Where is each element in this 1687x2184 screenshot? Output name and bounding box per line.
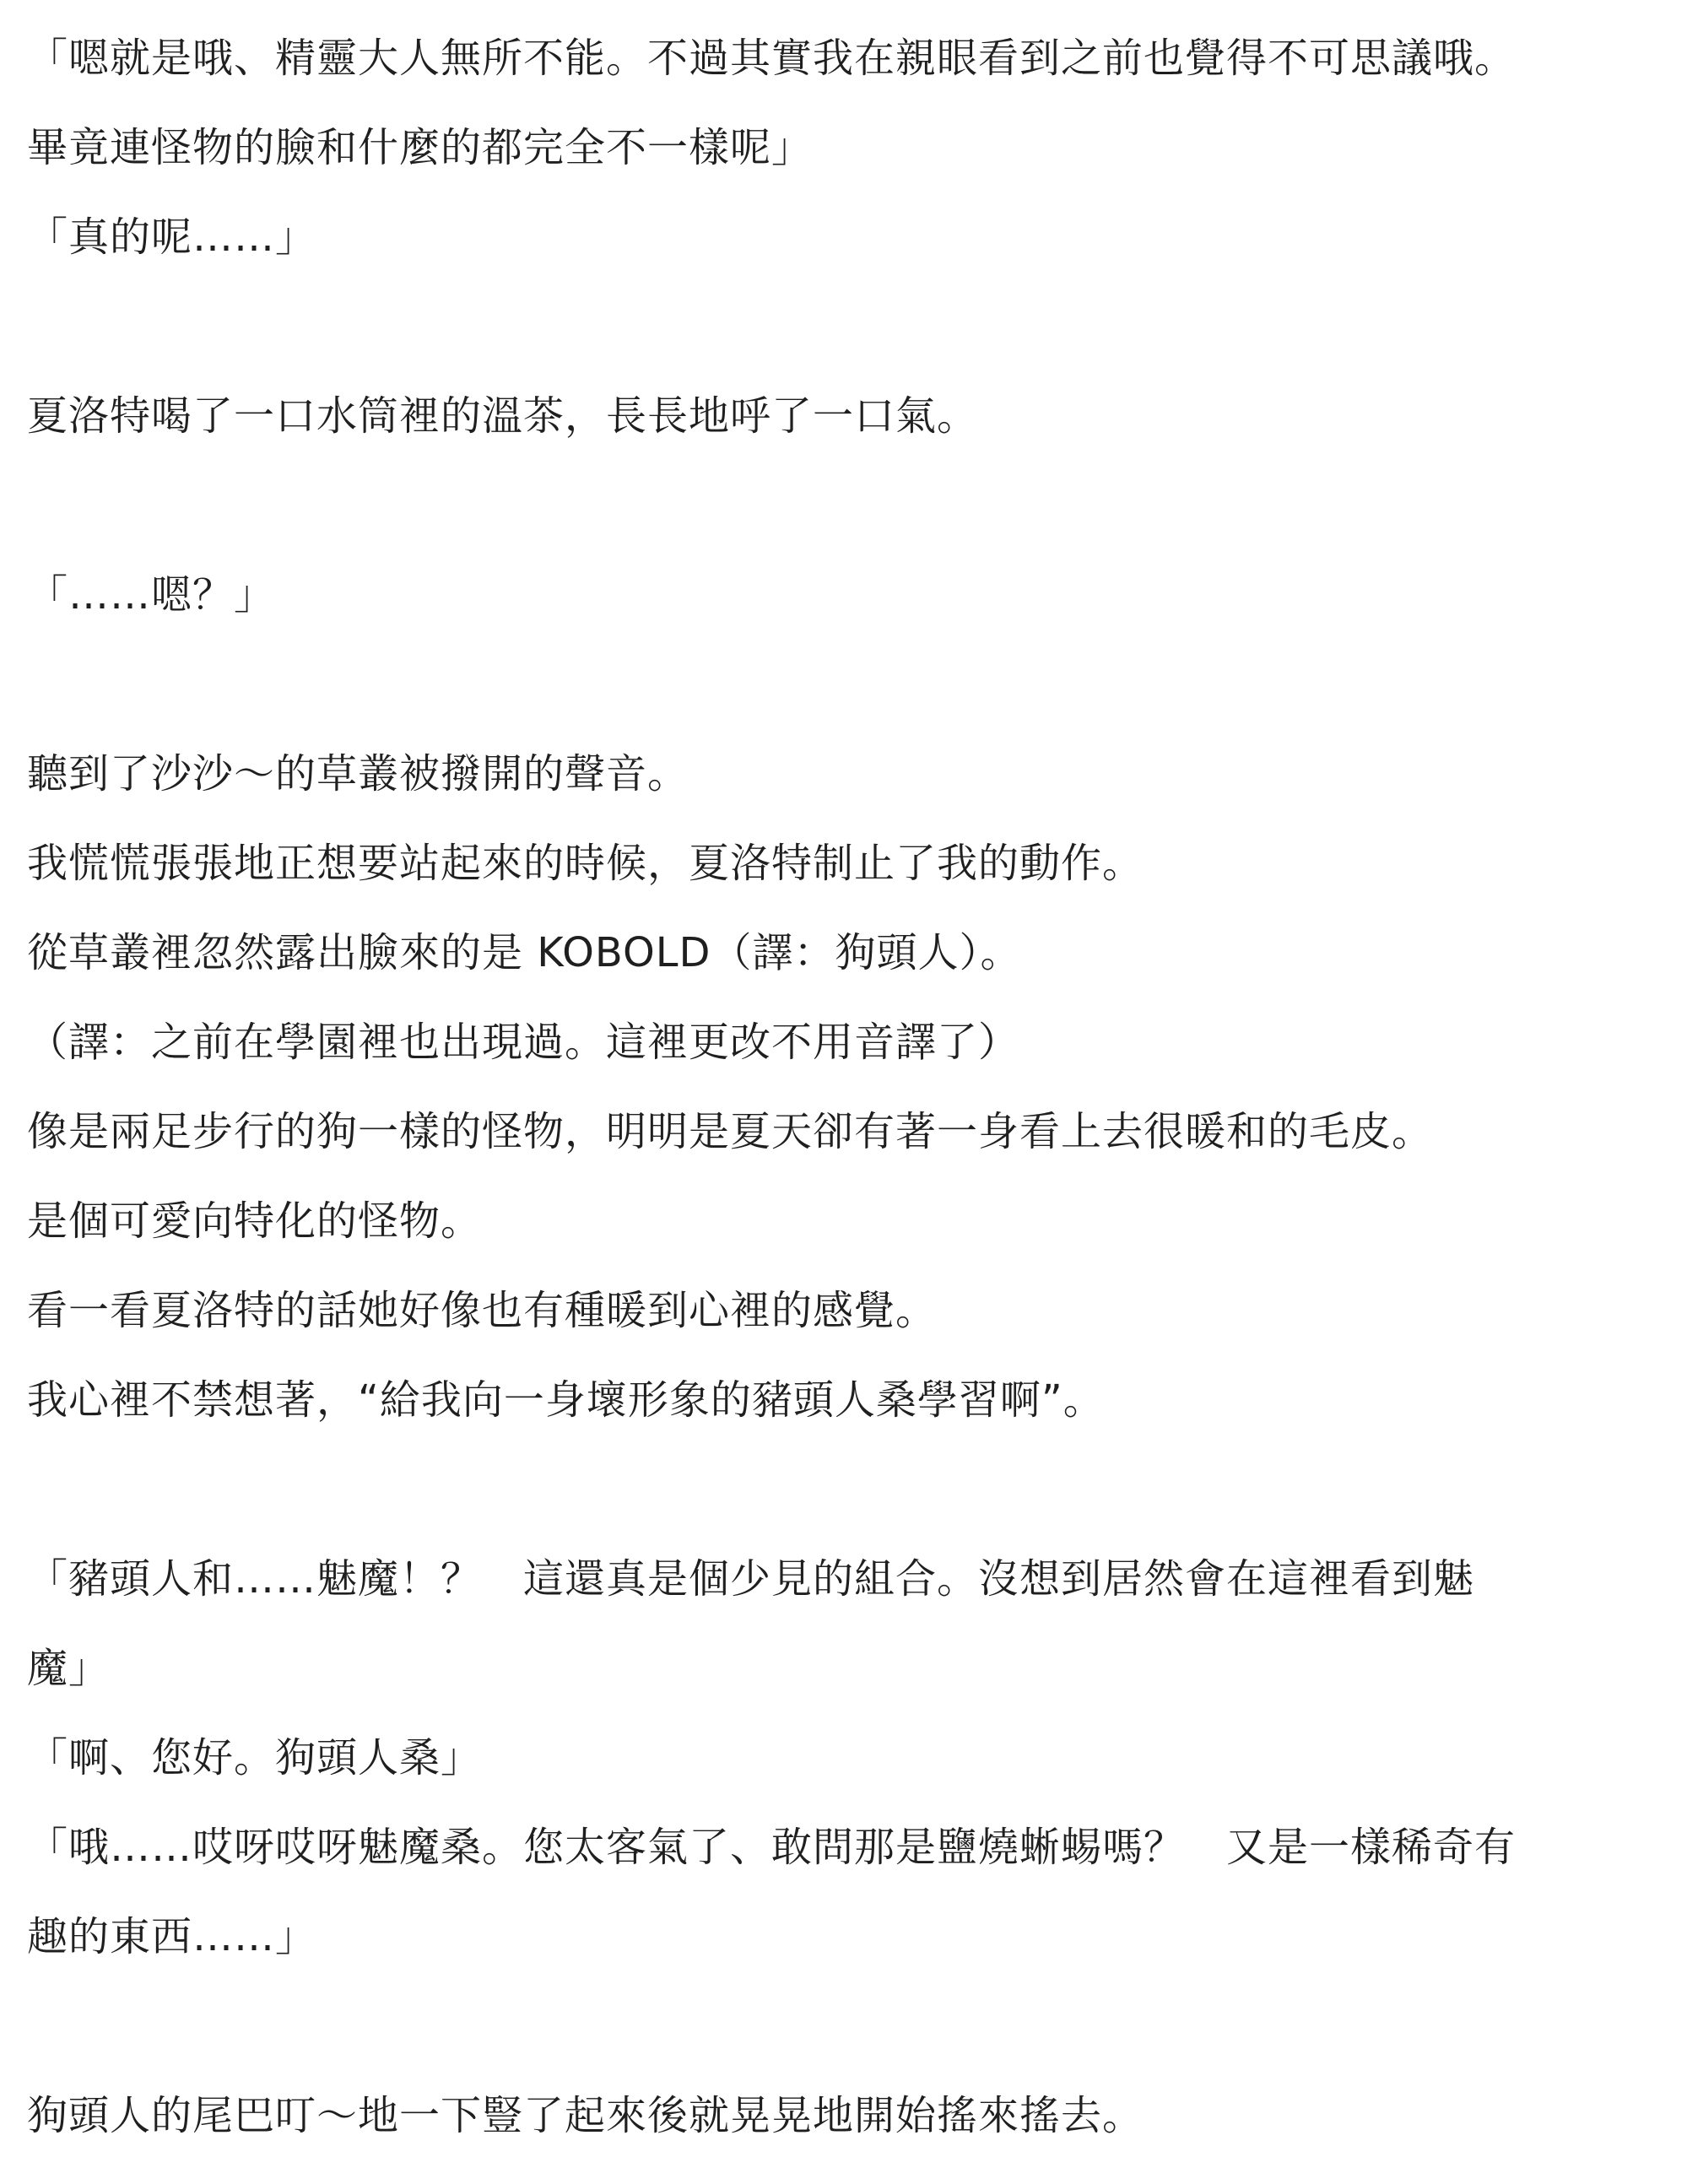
- text-line: （譯：之前在學園裡也出現過。這裡更改不用音譯了）: [27, 1019, 1020, 1066]
- text-line: 「真的呢……」: [27, 214, 317, 261]
- text-line: 我心裡不禁想著，“給我向一身壞形象的豬頭人桑學習啊”。: [27, 1376, 1105, 1424]
- text-line: 「嗯就是哦、精靈大人無所不能。不過其實我在親眼看到之前也覺得不可思議哦。: [27, 35, 1517, 82]
- text-line: 「……嗯？」: [27, 571, 276, 619]
- text-line: 畢竟連怪物的臉和什麼的都完全不一樣呢」: [27, 124, 814, 171]
- text-line: 「豬頭人和……魅魔！？ 這還真是個少見的組合。沒想到居然會在這裡看到魅: [27, 1555, 1475, 1603]
- blank-line: [27, 282, 1660, 371]
- text-line: 夏洛特喝了一口水筒裡的溫茶，長長地呼了一口氣。: [27, 392, 979, 440]
- blank-line: [27, 1445, 1660, 1534]
- text-line: 是個可愛向特化的怪物。: [27, 1197, 483, 1245]
- text-line: 趣的東西……」: [27, 1913, 317, 1960]
- blank-line: [27, 461, 1660, 550]
- text-line: 「哦……哎呀哎呀魅魔桑。您太客氣了、敢問那是鹽燒蜥蜴嗎？ 又是一樣稀奇有: [27, 1824, 1517, 1871]
- blank-line: [27, 1981, 1660, 2071]
- text-line: 我慌慌張張地正想要站起來的時候，夏洛特制止了我的動作。: [27, 840, 1144, 887]
- text-line: 從草叢裡忽然露出臉來的是 KOBOLD（譯：狗頭人）。: [27, 929, 1022, 976]
- text-line: 像是兩足步行的狗一樣的怪物，明明是夏天卻有著一身看上去很暖和的毛皮。: [27, 1108, 1434, 1155]
- text-line: 魔」: [27, 1645, 111, 1692]
- text-line: 「啊、您好。狗頭人桑」: [27, 1734, 483, 1781]
- blank-line: [27, 640, 1660, 729]
- text-line: 聽到了沙沙～的草叢被撥開的聲音。: [27, 750, 689, 797]
- text-line: 看一看夏洛特的話她好像也有種暖到心裡的感覺。: [27, 1287, 938, 1334]
- text-line: 狗頭人的尾巴叮～地一下豎了起來後就晃晃地開始搖來搖去。: [27, 2092, 1144, 2139]
